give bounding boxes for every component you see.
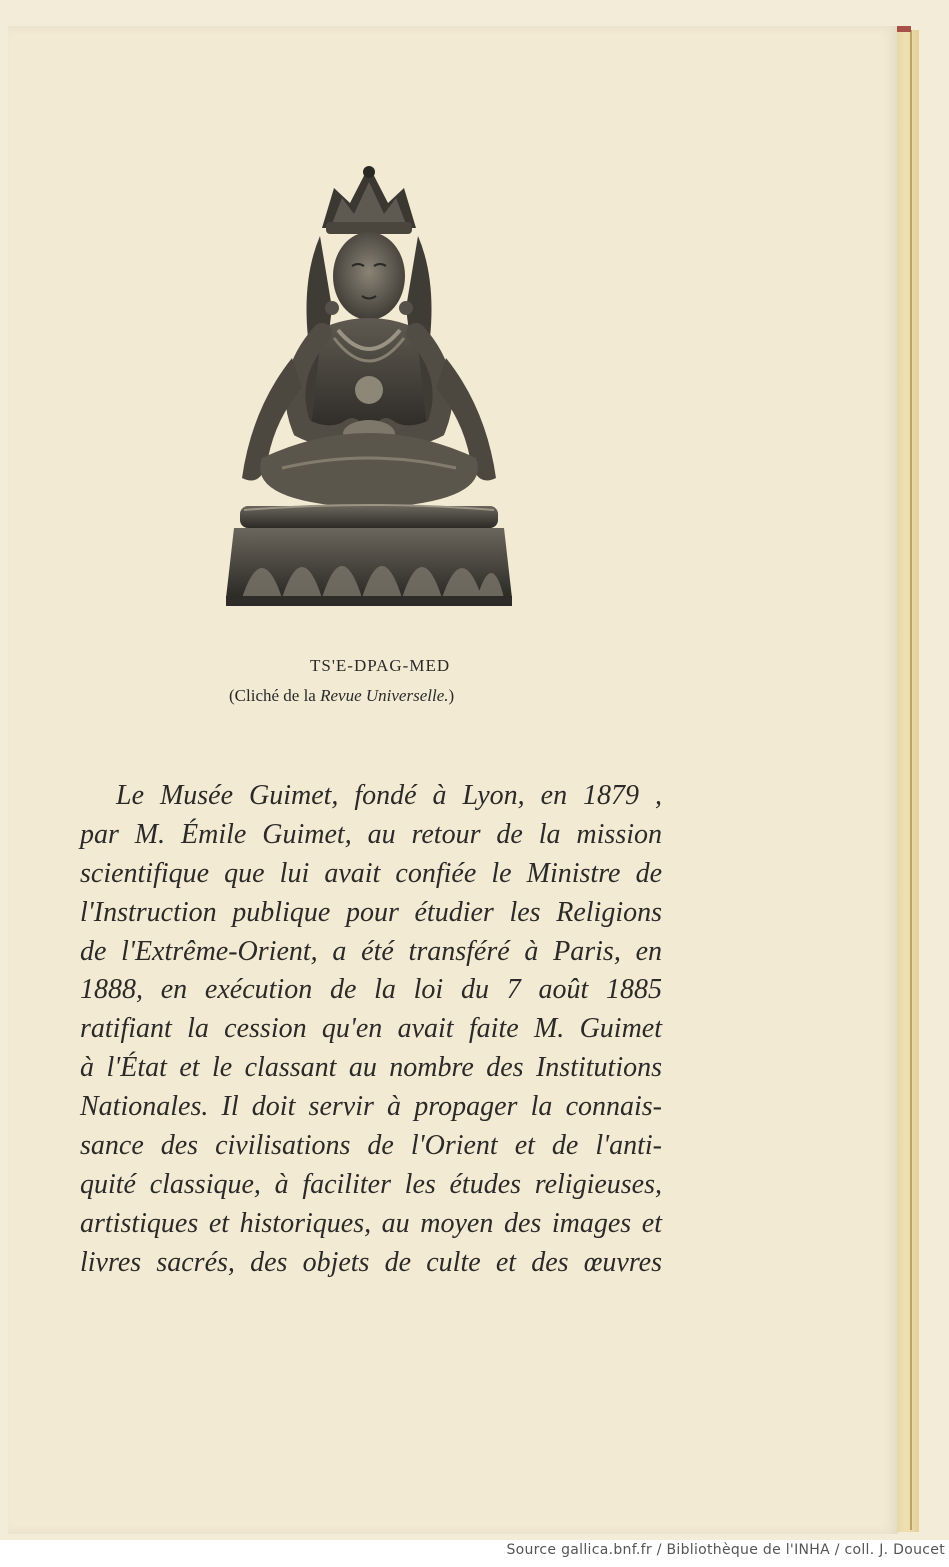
body-line: scientifique que lui avait confiée le Ministre de	[80, 857, 662, 889]
figure-caption-credit	[229, 686, 454, 706]
figure-caption-title	[250, 656, 700, 676]
body-line: quité classique, à faciliter les études religieuses,	[80, 1168, 662, 1200]
body-line: artistiques et historiques, au moyen des images et	[80, 1207, 662, 1239]
caption-credit-prefix: (Cliché de la	[229, 686, 321, 705]
body-line: de l'Extrême-Orient, a été transféré à Paris, en	[80, 935, 662, 967]
source-footer: Source gallica.bnf.fr / Bibliothèque de l'INHA / coll. J. Doucet	[506, 1542, 945, 1558]
caption-title-text: TS'E-DPAG-MED	[310, 656, 451, 675]
body-line: livres sacrés, des objets de culte et des œuvres	[80, 1246, 662, 1278]
cover-edge	[897, 26, 911, 32]
page-edge-line	[910, 30, 912, 1530]
body-line: à l'État et le classant au nombre des Institutions	[80, 1052, 662, 1084]
body-paragraph	[80, 777, 662, 1283]
bodhisattva-statue-icon	[222, 158, 516, 610]
body-line: par M. Émile Guimet, au retour de la mission	[80, 818, 662, 850]
body-line: 1888, en exécution de la loi du 7 août 1885	[80, 974, 662, 1006]
body-line: ratifiant la cession qu'en avait faite M. Guimet	[80, 1013, 662, 1045]
body-line: l'Instruction publique pour étudier les Religions	[80, 896, 662, 928]
page-edge	[897, 30, 919, 1532]
body-line: Le Musée Guimet, fondé à Lyon, en 1879 ,	[116, 780, 662, 811]
body-line: Nationales. Il doit servir à propager la connais-	[80, 1091, 662, 1123]
caption-credit-journal: Revue Universelle.	[320, 686, 449, 705]
body-line: sance des civilisations de l'Orient et de l'anti-	[80, 1130, 662, 1162]
statue-illustration	[222, 158, 516, 610]
caption-credit-suffix: )	[448, 686, 455, 705]
